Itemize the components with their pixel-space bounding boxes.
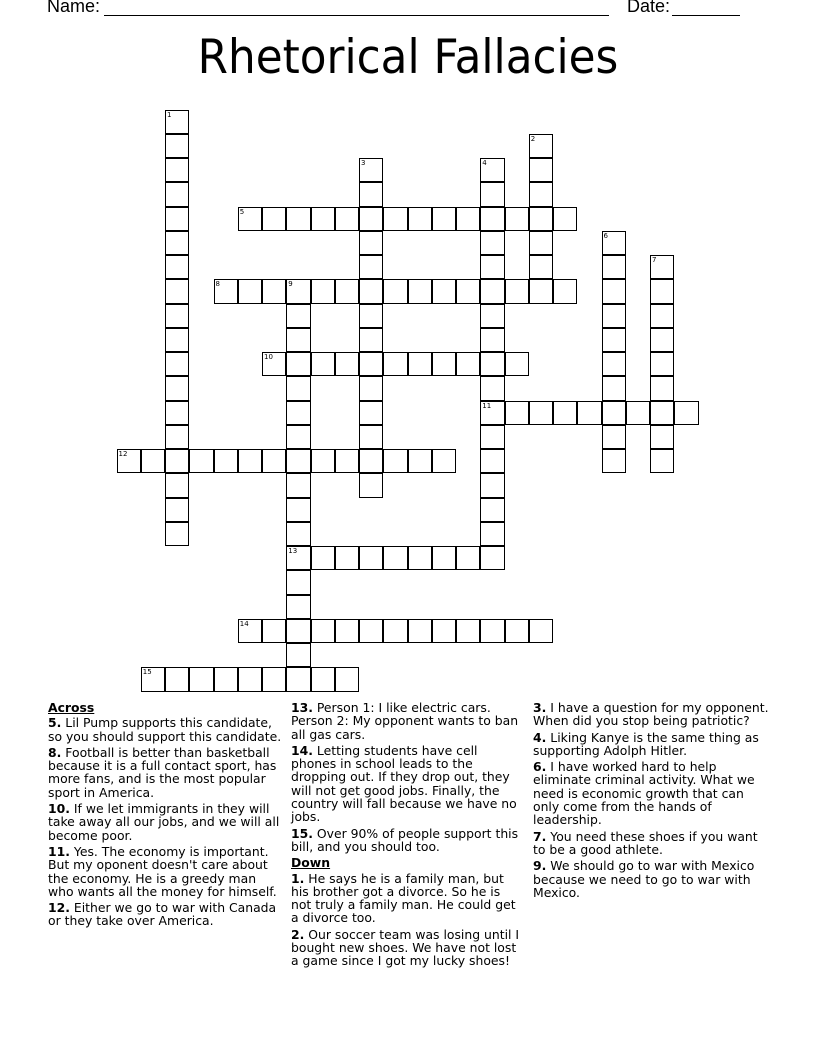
grid-cell[interactable]	[117, 449, 141, 473]
grid-cell[interactable]	[480, 376, 504, 400]
grid-cell[interactable]	[359, 279, 383, 303]
grid-cell[interactable]	[456, 546, 480, 570]
grid-cell[interactable]	[408, 352, 432, 376]
grid-cell[interactable]	[214, 279, 238, 303]
grid-cell[interactable]	[165, 522, 189, 546]
grid-cell[interactable]	[335, 619, 359, 643]
grid-cell[interactable]	[262, 619, 286, 643]
grid-cell[interactable]	[359, 231, 383, 255]
grid-cell[interactable]	[432, 352, 456, 376]
grid-cell[interactable]	[262, 207, 286, 231]
grid-cell[interactable]	[383, 619, 407, 643]
grid-cell[interactable]	[432, 619, 456, 643]
grid-cell[interactable]	[577, 401, 601, 425]
grid-cell[interactable]	[408, 207, 432, 231]
grid-cell[interactable]	[286, 328, 310, 352]
grid-cell[interactable]	[359, 182, 383, 206]
grid-cell[interactable]	[650, 449, 674, 473]
grid-cell[interactable]	[286, 643, 310, 667]
grid-cell[interactable]	[674, 401, 698, 425]
grid-cell[interactable]	[505, 207, 529, 231]
grid-cell[interactable]	[335, 279, 359, 303]
grid-cell[interactable]	[650, 425, 674, 449]
grid-cell[interactable]	[602, 352, 626, 376]
grid-cell[interactable]	[262, 667, 286, 691]
grid-cell[interactable]	[165, 207, 189, 231]
grid-cell[interactable]	[602, 376, 626, 400]
grid-cell[interactable]	[480, 231, 504, 255]
clue-number: 15	[142, 668, 152, 677]
down-heading: Down	[291, 855, 331, 871]
grid-cell[interactable]	[141, 449, 165, 473]
grid-cell[interactable]	[262, 279, 286, 303]
grid-cell[interactable]	[383, 207, 407, 231]
grid-cell[interactable]	[165, 473, 189, 497]
grid-cell[interactable]	[359, 619, 383, 643]
grid-cell[interactable]	[650, 304, 674, 328]
grid-cell[interactable]	[602, 425, 626, 449]
clue-down-6: 6. I have worked hard to help eliminate criminal activity. What we need is economic growth that can only come from the hands of leadership.	[533, 759, 755, 828]
clue-number: 9	[288, 280, 293, 289]
grid-cell[interactable]	[165, 279, 189, 303]
grid-cell[interactable]	[529, 401, 553, 425]
grid-cell[interactable]	[432, 449, 456, 473]
grid-cell[interactable]	[165, 255, 189, 279]
grid-cell[interactable]	[359, 473, 383, 497]
grid-cell[interactable]	[311, 279, 335, 303]
grid-cell[interactable]	[286, 473, 310, 497]
grid-cell[interactable]	[311, 207, 335, 231]
grid-cell[interactable]	[165, 498, 189, 522]
grid-cell[interactable]	[165, 182, 189, 206]
grid-cell[interactable]	[359, 207, 383, 231]
clue-across-11: 11. Yes. The economy is important. But my oponent doesn't care about the economy. He is a greedy man who wants all the money for himself.	[48, 843, 277, 899]
grid-cell[interactable]	[480, 498, 504, 522]
grid-cell[interactable]	[529, 255, 553, 279]
grid-cell[interactable]	[165, 134, 189, 158]
grid-cell[interactable]	[383, 546, 407, 570]
grid-cell[interactable]	[335, 546, 359, 570]
grid-cell[interactable]	[335, 449, 359, 473]
clue-number: 7	[652, 256, 657, 264]
clue-down-2: 2. Our soccer team was losing until I bought new shoes. We have not lost a game since I got my lucky shoes!	[291, 926, 520, 969]
grid-cell[interactable]	[286, 279, 310, 303]
grid-cell[interactable]	[286, 619, 310, 643]
grid-cell[interactable]	[529, 134, 553, 158]
grid-cell[interactable]	[529, 279, 553, 303]
grid-cell[interactable]	[602, 304, 626, 328]
grid-cell[interactable]	[383, 449, 407, 473]
grid-cell[interactable]	[602, 255, 626, 279]
clue-down-3: 3. I have a question for my opponent. When did you stop being patriotic?	[533, 700, 769, 729]
grid-cell[interactable]	[359, 401, 383, 425]
grid-cell[interactable]	[359, 328, 383, 352]
grid-cell[interactable]	[456, 619, 480, 643]
grid-cell[interactable]	[286, 595, 310, 619]
clues-column-1	[48, 701, 284, 931]
grid-cell[interactable]	[359, 376, 383, 400]
grid-cell[interactable]	[383, 279, 407, 303]
grid-cell[interactable]	[529, 158, 553, 182]
grid-cell[interactable]	[650, 255, 674, 279]
grid-cell[interactable]	[505, 352, 529, 376]
grid-cell[interactable]	[650, 376, 674, 400]
grid-cell[interactable]	[165, 449, 189, 473]
grid-cell[interactable]	[456, 352, 480, 376]
grid-cell[interactable]	[602, 328, 626, 352]
grid-cell[interactable]	[165, 376, 189, 400]
clue-number: 13	[288, 547, 298, 555]
grid-cell[interactable]	[505, 401, 529, 425]
grid-cell[interactable]	[359, 352, 383, 376]
grid-cell[interactable]	[311, 546, 335, 570]
grid-cell[interactable]	[553, 207, 577, 231]
clue-number: 14	[239, 619, 249, 628]
grid-cell[interactable]	[480, 182, 504, 206]
grid-cell[interactable]	[529, 182, 553, 206]
grid-cell[interactable]	[214, 667, 238, 691]
clue-number: 10	[264, 353, 273, 361]
grid-cell[interactable]	[286, 522, 310, 546]
clue-number: 4	[482, 159, 487, 167]
grid-cell[interactable]	[286, 498, 310, 522]
grid-cell[interactable]	[553, 401, 577, 425]
grid-cell[interactable]	[165, 352, 189, 376]
crossword-grid	[117, 110, 717, 710]
grid-cell[interactable]	[165, 158, 189, 182]
grid-cell[interactable]	[311, 619, 335, 643]
grid-cell[interactable]	[286, 667, 310, 691]
grid-cell[interactable]	[238, 667, 262, 691]
grid-cell[interactable]	[602, 401, 626, 425]
grid-cell[interactable]	[480, 207, 504, 231]
grid-cell[interactable]	[286, 570, 310, 594]
grid-cell[interactable]	[480, 449, 504, 473]
grid-cell[interactable]	[650, 352, 674, 376]
grid-cell[interactable]	[286, 449, 310, 473]
grid-cell[interactable]	[238, 279, 262, 303]
clue-number: 6	[603, 231, 608, 240]
grid-cell[interactable]	[311, 667, 335, 691]
grid-cell[interactable]	[480, 328, 504, 352]
grid-cell[interactable]	[602, 449, 626, 473]
grid-cell[interactable]	[165, 425, 189, 449]
grid-cell[interactable]	[214, 449, 238, 473]
grid-cell[interactable]	[262, 352, 286, 376]
grid-cell[interactable]	[480, 352, 504, 376]
grid-cell[interactable]	[505, 279, 529, 303]
grid-cell[interactable]	[286, 207, 310, 231]
date-field[interactable]	[672, 0, 740, 16]
grid-cell[interactable]	[602, 279, 626, 303]
page-title: Rhetorical Fallacies	[197, 30, 619, 85]
grid-cell[interactable]	[529, 231, 553, 255]
clue-down-1: 1. He says he is a family man, but his brother got a divorce. So he is not truly a family man. He could get a divorce too.	[291, 870, 516, 926]
clue-number: 8	[215, 280, 220, 289]
grid-cell[interactable]	[480, 158, 504, 182]
clue-across-5: 5. Lil Pump supports this candidate, so you should support this candidate.	[48, 715, 282, 744]
grid-cell[interactable]	[165, 328, 189, 352]
grid-cell[interactable]	[286, 425, 310, 449]
grid-cell[interactable]	[359, 425, 383, 449]
grid-cell[interactable]	[335, 667, 359, 691]
grid-cell[interactable]	[141, 667, 165, 691]
grid-cell[interactable]	[602, 231, 626, 255]
grid-cell[interactable]	[480, 255, 504, 279]
grid-cell[interactable]	[529, 207, 553, 231]
grid-cell[interactable]	[165, 304, 189, 328]
clues-column-3	[533, 701, 773, 902]
clue-across-10: 10. If we let immigrants in they will take away all our jobs, and we will all become poor.	[48, 801, 280, 843]
grid-cell[interactable]	[238, 619, 262, 643]
clue-number: 1	[167, 110, 172, 119]
grid-cell[interactable]	[480, 279, 504, 303]
grid-cell[interactable]	[359, 546, 383, 570]
grid-cell[interactable]	[480, 401, 504, 425]
grid-cell[interactable]	[408, 619, 432, 643]
clue-across-12: 12. Either we go to war with Canada or they take over America.	[48, 900, 277, 929]
across-heading: Across	[48, 700, 95, 715]
grid-cell[interactable]	[480, 304, 504, 328]
grid-cell[interactable]	[553, 279, 577, 303]
grid-cell[interactable]	[286, 352, 310, 376]
grid-cell[interactable]	[408, 449, 432, 473]
grid-cell[interactable]	[480, 522, 504, 546]
clue-across-15: 15. Over 90% of people support this bill, and you should too.	[291, 825, 519, 854]
clue-down-4: 4. Liking Kanye is the same thing as supporting Adolph Hitler.	[533, 729, 759, 758]
grid-cell[interactable]	[480, 425, 504, 449]
grid-cell[interactable]	[650, 328, 674, 352]
grid-cell[interactable]	[359, 158, 383, 182]
name-label: Name:	[47, 0, 101, 16]
grid-cell[interactable]	[650, 279, 674, 303]
clue-down-9: 9. We should go to war with Mexico because we need to go to war with Mexico.	[533, 858, 755, 900]
grid-cell[interactable]	[456, 207, 480, 231]
grid-cell[interactable]	[335, 207, 359, 231]
grid-cell[interactable]	[286, 376, 310, 400]
grid-cell[interactable]	[165, 401, 189, 425]
grid-cell[interactable]	[311, 449, 335, 473]
clue-number: 3	[361, 159, 366, 167]
grid-cell[interactable]	[286, 304, 310, 328]
grid-cell[interactable]	[456, 279, 480, 303]
clues-column-2	[291, 701, 523, 971]
name-field[interactable]	[104, 0, 609, 16]
grid-cell[interactable]	[359, 304, 383, 328]
grid-cell[interactable]	[359, 449, 383, 473]
grid-cell[interactable]	[165, 231, 189, 255]
grid-cell[interactable]	[432, 207, 456, 231]
grid-cell[interactable]	[238, 449, 262, 473]
clue-across-13: 13. Person 1: I like electric cars. Person 2: My opponent wants to ban all gas cars.	[291, 700, 519, 742]
clue-number: 11	[482, 401, 492, 410]
clue-number: 12	[118, 450, 128, 458]
grid-cell[interactable]	[480, 546, 504, 570]
grid-cell[interactable]	[480, 473, 504, 497]
grid-cell[interactable]	[432, 546, 456, 570]
grid-cell[interactable]	[189, 449, 213, 473]
grid-cell[interactable]	[311, 352, 335, 376]
grid-cell[interactable]	[650, 401, 674, 425]
clue-across-8: 8. Football is better than basketball because it is a full contact sport, has more fans, and is the most popular sport in America.	[48, 744, 277, 800]
grid-cell[interactable]	[165, 110, 189, 134]
grid-cell[interactable]	[408, 279, 432, 303]
grid-cell[interactable]	[262, 449, 286, 473]
grid-cell[interactable]	[626, 401, 650, 425]
grid-cell[interactable]	[286, 401, 310, 425]
grid-cell[interactable]	[480, 619, 504, 643]
clue-number: 2	[530, 134, 536, 143]
grid-cell[interactable]	[383, 352, 407, 376]
grid-cell[interactable]	[189, 667, 213, 691]
date-label: Date:	[627, 0, 671, 16]
grid-cell[interactable]	[408, 546, 432, 570]
worksheet-header	[47, 0, 767, 20]
grid-cell[interactable]	[359, 255, 383, 279]
grid-cell[interactable]	[432, 279, 456, 303]
clue-number: 5	[239, 207, 245, 216]
grid-cell[interactable]	[165, 667, 189, 691]
grid-cell[interactable]	[505, 619, 529, 643]
grid-cell[interactable]	[335, 352, 359, 376]
grid-cell[interactable]	[529, 619, 553, 643]
clue-across-14: 14. Letting students have cell phones in school leads to the dropping out. If they drop out, they will not get good jobs. Finally, the country will fall because we have no jobs.	[291, 742, 517, 825]
clue-down-7: 7. You need these shoes if you want to be a good athlete.	[533, 828, 758, 857]
grid-cell[interactable]	[286, 546, 310, 570]
grid-cell[interactable]	[238, 207, 262, 231]
